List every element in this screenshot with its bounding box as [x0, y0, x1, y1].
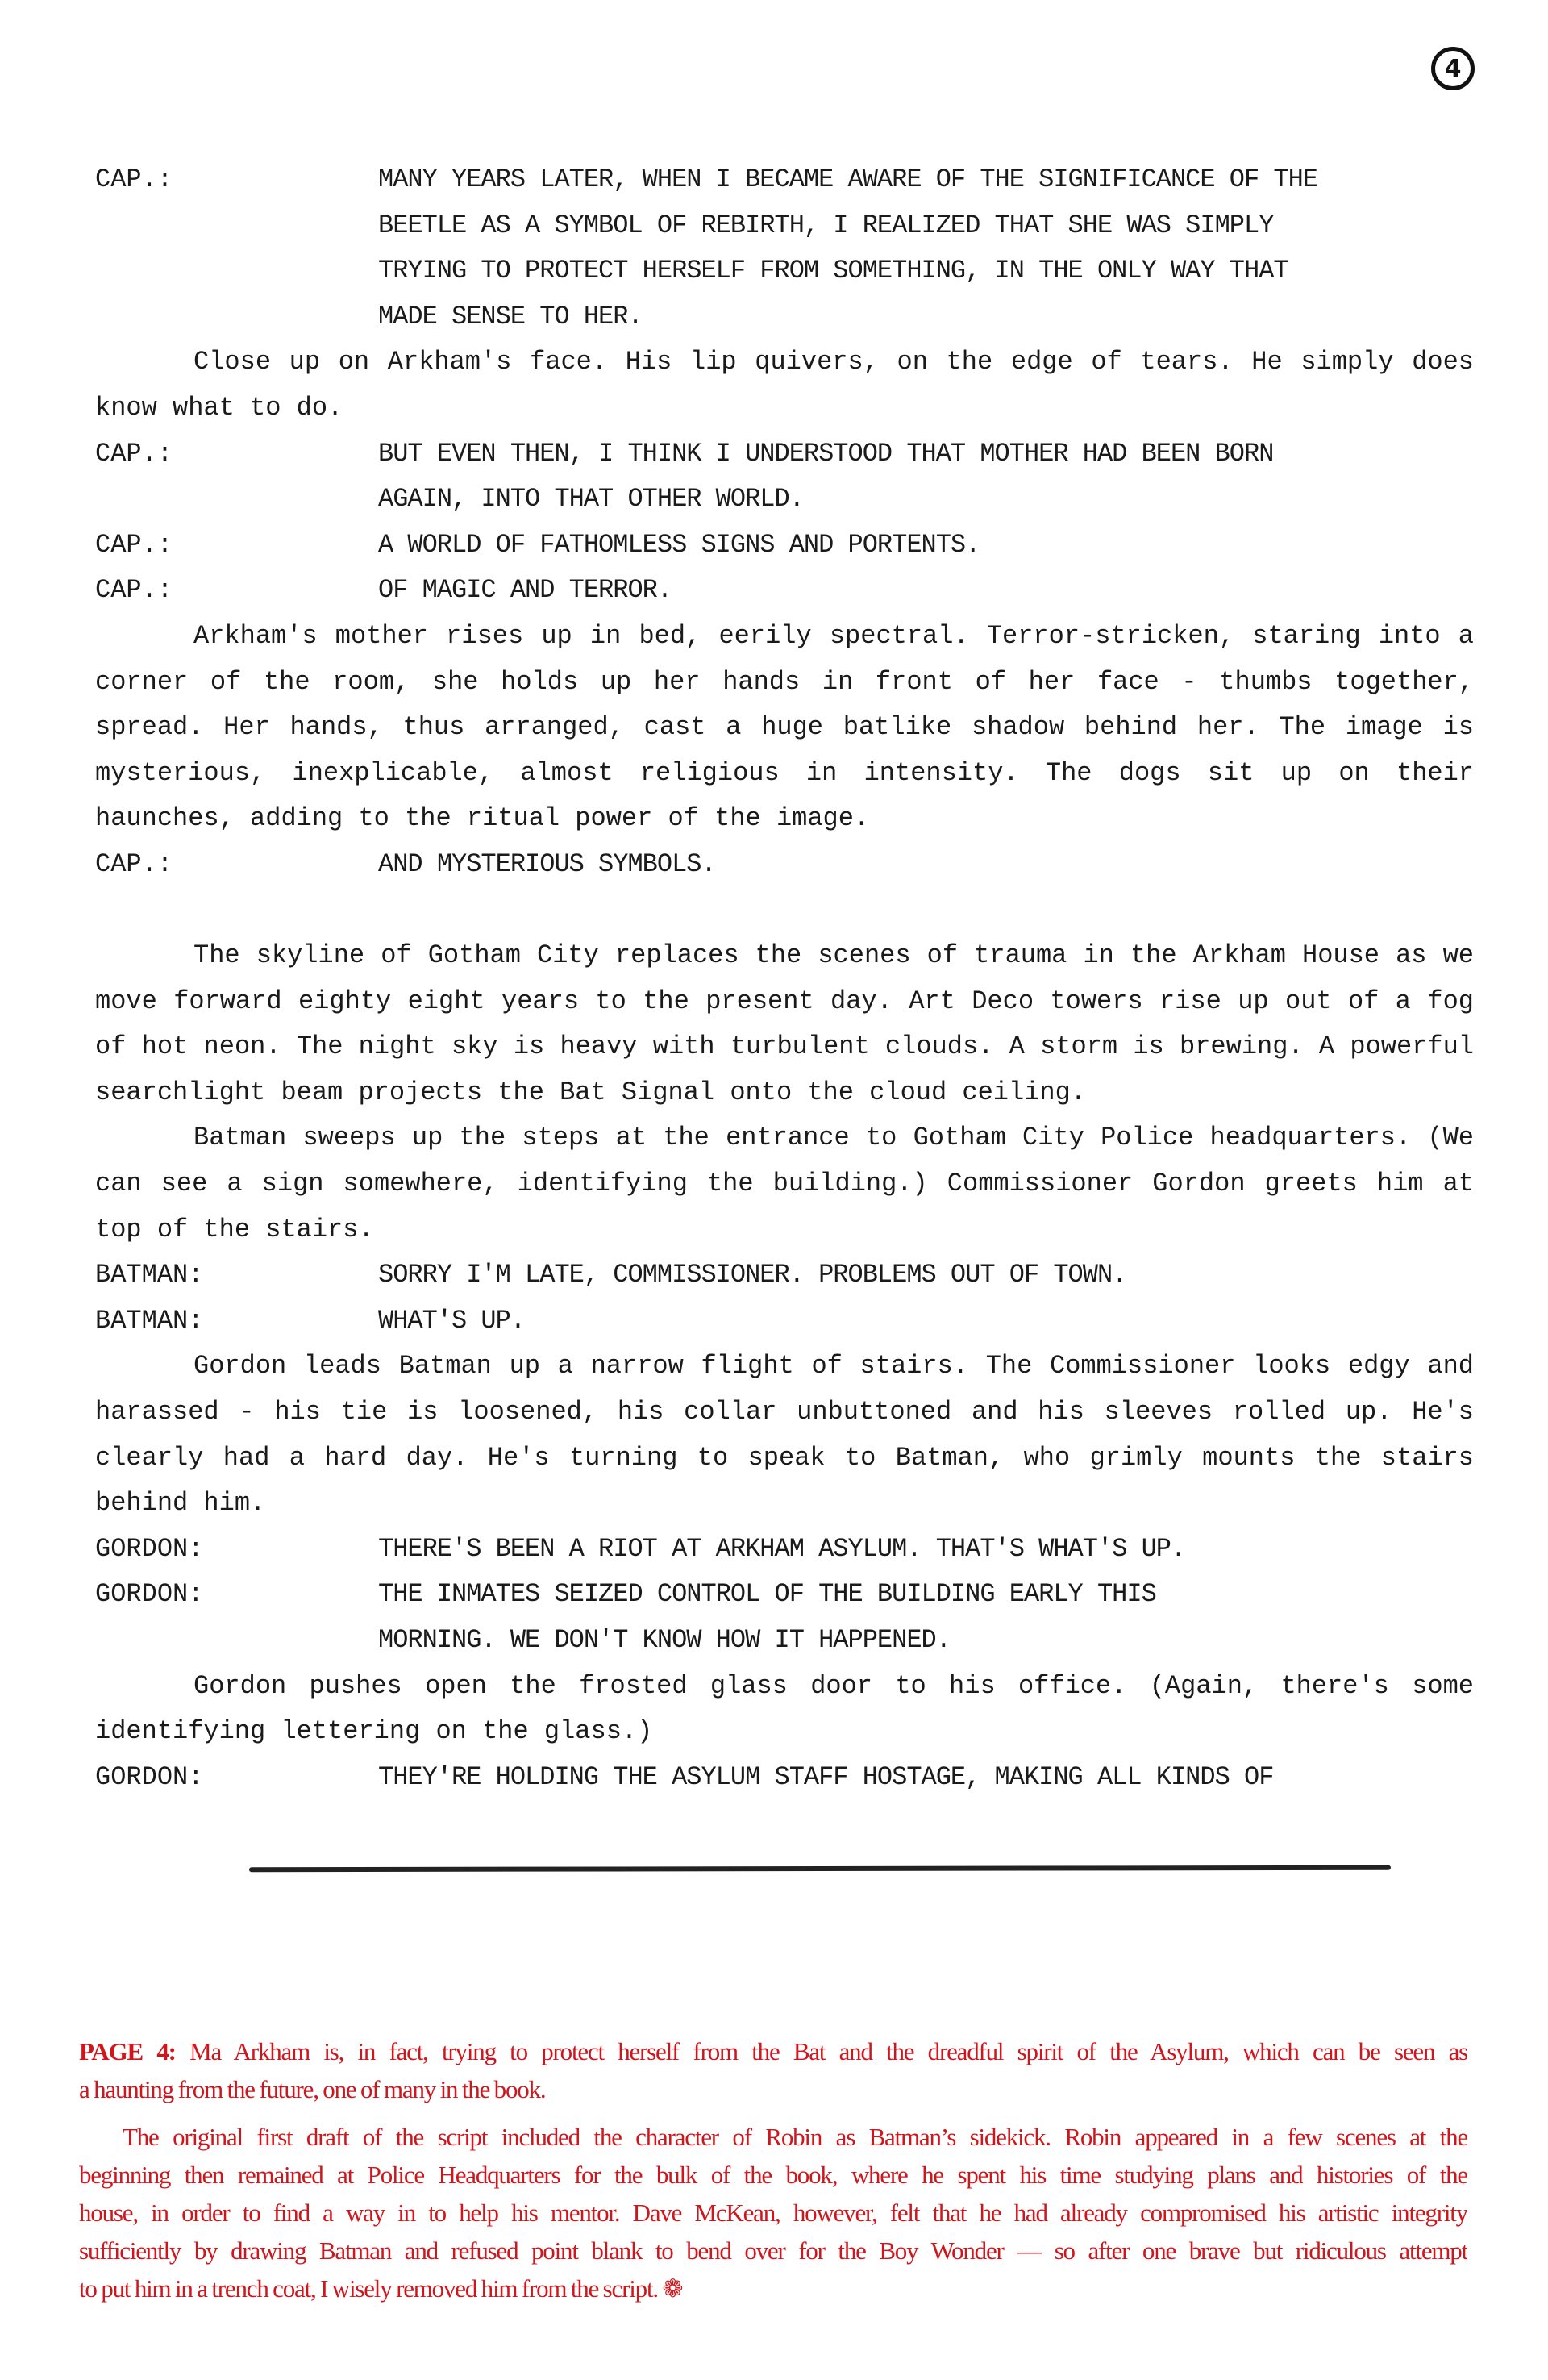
speaker-label: CAP.:: [95, 848, 173, 879]
action-text: The skyline of Gotham City replaces the scenes of trauma in the Arkham House as we: [194, 940, 1474, 971]
dialogue-text: MORNING. WE DON'T KNOW HOW IT HAPPENED.: [378, 1625, 951, 1655]
dialogue-text: MADE SENSE TO HER.: [378, 301, 643, 331]
dialogue-text: THEY'RE HOLDING THE ASYLUM STAFF HOSTAGE, MAKING ALL KINDS OF: [378, 1761, 1274, 1792]
dialogue-text: THERE'S BEEN A RIOT AT ARKHAM ASYLUM. THAT'S WHAT'S UP.: [378, 1533, 1186, 1564]
page-number-circle: [1431, 47, 1475, 90]
note-line: house, in order to find a way in to help his mentor. Dave McKean, however, felt that he had already compromised his artistic integrity: [79, 2199, 1467, 2227]
action-text: harassed - his tie is loosened, his collar unbuttoned and his sleeves rolled up. He's: [95, 1397, 1474, 1428]
dialogue-line: [95, 248, 1474, 294]
speaker-label: BATMAN:: [95, 1305, 204, 1336]
dialogue-text: THE INMATES SEIZED CONTROL OF THE BUILDING EARLY THIS: [378, 1579, 1156, 1610]
note-line: a haunting from the future, one of many in the book.: [79, 2075, 546, 2103]
action-text: identifying lettering on the glass.): [95, 1716, 653, 1747]
action-text: behind him.: [95, 1488, 266, 1519]
dialogue-text: SORRY I'M LATE, COMMISSIONER. PROBLEMS OUT OF TOWN.: [378, 1260, 1127, 1290]
dialogue-text: AGAIN, INTO THAT OTHER WORLD.: [378, 484, 804, 515]
action-line: [95, 660, 1474, 706]
action-text: spread. Her hands, thus arranged, cast a huge batlike shadow behind her. The image is: [95, 712, 1474, 743]
action-line: [95, 1390, 1474, 1436]
action-text: Gordon leads Batman up a narrow flight of stairs. The Commissioner looks edgy and: [194, 1351, 1474, 1382]
action-line: [95, 751, 1474, 797]
speaker-label: CAP.:: [95, 529, 173, 560]
dialogue-line: [95, 477, 1474, 523]
note-line: to put him in a trench coat, I wisely removed him from the script. ❁: [79, 2274, 683, 2303]
speaker-label: CAP.:: [95, 438, 173, 469]
speaker-label: CAP.:: [95, 575, 173, 606]
speaker-label: GORDON:: [95, 1761, 204, 1792]
commentary-notes: [79, 2032, 1467, 2307]
action-text: mysterious, inexplicable, almost religious in intensity. The dogs sit up on their: [95, 757, 1474, 788]
dialogue-line: [95, 1572, 1474, 1618]
speaker-label: GORDON:: [95, 1579, 204, 1610]
action-line: [95, 979, 1474, 1025]
script-body: [95, 157, 1474, 1800]
action-line: [95, 705, 1474, 751]
dialogue-line: [95, 157, 1474, 203]
dialogue-line: [95, 1527, 1474, 1573]
dialogue-line: [95, 431, 1474, 477]
note-line: [79, 2032, 1467, 2070]
note-line: The original first draft of the script included the character of Robin as Batman’s sidekick. Robin appeared in a few scenes at the: [123, 2123, 1467, 2151]
dialogue-line: [95, 203, 1474, 249]
action-line: [95, 1436, 1474, 1482]
action-line: [95, 1070, 1474, 1116]
dialogue-line: [95, 1298, 1474, 1344]
dialogue-line: [95, 523, 1474, 569]
dialogue-text: BUT EVEN THEN, I THINK I UNDERSTOOD THAT MOTHER HAD BEEN BORN: [378, 438, 1274, 469]
action-line: [95, 1664, 1474, 1710]
action-line: [95, 1207, 1474, 1253]
page-label: PAGE 4:: [79, 2037, 176, 2065]
dialogue-text: BEETLE AS A SYMBOL OF REBIRTH, I REALIZED THAT SHE WAS SIMPLY: [378, 210, 1274, 240]
action-line: [95, 386, 1474, 431]
action-text: know what to do.: [95, 392, 343, 423]
action-line: [95, 1709, 1474, 1755]
dialogue-text: WHAT'S UP.: [378, 1305, 526, 1336]
action-text: top of the stairs.: [95, 1214, 374, 1244]
speaker-label: BATMAN:: [95, 1260, 204, 1290]
dialogue-line: [95, 842, 1474, 888]
action-text: haunches, adding to the ritual power of the image.: [95, 803, 870, 834]
blank-line: [95, 888, 1474, 934]
action-line: [95, 1115, 1474, 1161]
action-line: [95, 796, 1474, 842]
dialogue-text: MANY YEARS LATER, WHEN I BECAME AWARE OF THE SIGNIFICANCE OF THE: [378, 165, 1317, 194]
action-text: Gordon pushes open the frosted glass door to his office. (Again, there's some: [194, 1670, 1474, 1701]
action-text: Close up on Arkham's face. His lip quivers, on the edge of tears. He simply does: [194, 347, 1474, 377]
action-line: [95, 1344, 1474, 1390]
dialogue-line: [95, 568, 1474, 614]
action-text: can see a sign somewhere, identifying the building.) Commissioner Gordon greets him at: [95, 1169, 1474, 1199]
action-line: [95, 933, 1474, 979]
action-text: corner of the room, she holds up her hands in front of her face - thumbs together,: [95, 666, 1474, 697]
speaker-label: GORDON:: [95, 1533, 204, 1564]
divider-line: [249, 1865, 1391, 1872]
note-line: sufficiently by drawing Batman and refused point blank to bend over for the Boy Wonder — so after one brave but ridiculous attempt: [79, 2236, 1467, 2265]
dialogue-text: AND MYSTERIOUS SYMBOLS.: [378, 848, 716, 879]
action-text: of hot neon. The night sky is heavy with turbulent clouds. A storm is brewing. A powerful: [95, 1032, 1474, 1062]
dialogue-text: TRYING TO PROTECT HERSELF FROM SOMETHING, IN THE ONLY WAY THAT: [378, 256, 1288, 286]
dialogue-line: [95, 1618, 1474, 1664]
dialogue-line: [95, 294, 1474, 340]
page-number: 4: [1444, 54, 1462, 83]
action-line: [95, 1481, 1474, 1527]
note-text: Ma Arkham is, in fact, trying to protect herself from the Bat and the dreadful spirit of the Asylum, which can be seen as: [175, 2037, 1467, 2065]
action-text: searchlight beam projects the Bat Signal onto the cloud ceiling.: [95, 1077, 1086, 1107]
action-line: [95, 1161, 1474, 1207]
action-text: move forward eighty eight years to the present day. Art Deco towers rise up out of a fog: [95, 986, 1474, 1016]
dialogue-text: OF MAGIC AND TERROR.: [378, 575, 672, 606]
action-line: [95, 340, 1474, 386]
dialogue-line: [95, 1253, 1474, 1298]
action-text: Batman sweeps up the steps at the entrance to Gotham City Police headquarters. (We: [194, 1123, 1474, 1153]
action-text: Arkham's mother rises up in bed, eerily spectral. Terror-stricken, staring into a: [194, 620, 1474, 651]
action-line: [95, 1024, 1474, 1070]
speaker-label: CAP.:: [95, 165, 173, 194]
note-line: beginning then remained at Police Headquarters for the bulk of the book, where he spent his time studying plans and histories of the: [79, 2161, 1467, 2189]
dialogue-line: [95, 1755, 1474, 1801]
action-line: [95, 614, 1474, 660]
dialogue-text: A WORLD OF FATHOMLESS SIGNS AND PORTENTS.: [378, 529, 980, 560]
action-text: clearly had a hard day. He's turning to speak to Batman, who grimly mounts the stairs: [95, 1442, 1474, 1473]
